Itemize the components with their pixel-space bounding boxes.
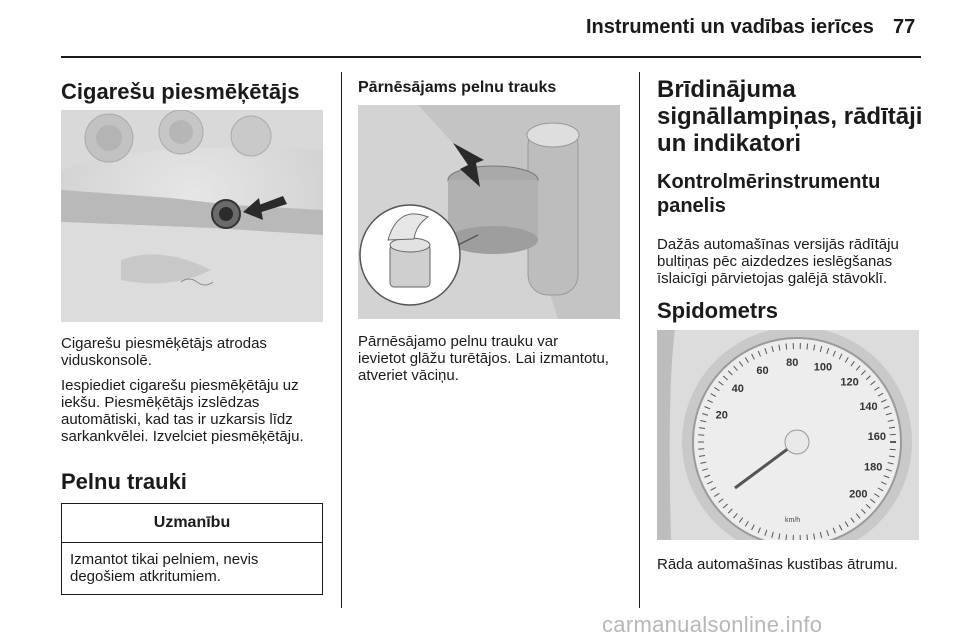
warning-lights-heading xyxy=(657,76,927,157)
warning-heading-line-3: un indikatori xyxy=(657,130,801,157)
gauge-label-80: 80 xyxy=(786,357,799,370)
speedometer-caption: Rāda automašīnas kustības ātrumu. xyxy=(657,556,898,573)
ashtrays-heading: Pelnu trauki xyxy=(61,469,187,494)
portable-para-line-1: Pārnēsājamo pelnu trauku var xyxy=(358,333,559,350)
gauge-label-180: 180 xyxy=(864,461,883,474)
lighter-paragraph-1 xyxy=(61,335,331,369)
portable-para-line-3: atveriet vāciņu. xyxy=(358,367,459,384)
watermark: carmanualsonline.info xyxy=(602,612,823,637)
page-number: 77 xyxy=(893,16,916,38)
gauge-label-20: 20 xyxy=(715,409,728,422)
lighter-paragraph-2 xyxy=(61,377,336,445)
gauge-label-120: 120 xyxy=(840,376,859,389)
lighter-para2-line-4: sarkankvēlei. Izvelciet piesmēķētāju. xyxy=(61,428,304,445)
running-header-title: Instrumenti un vadības ierīces xyxy=(586,16,874,38)
cigarette-lighter-heading: Cigarešu piesmēķētājs xyxy=(61,79,300,104)
warning-heading-line-2: signāllampiņas, rādītāji xyxy=(657,103,923,130)
gauge-label-40: 40 xyxy=(731,383,744,396)
gauge-label-140: 140 xyxy=(859,401,878,414)
column-divider-left xyxy=(341,72,342,608)
notice-line-1: Izmantot tikai pelniem, nevis xyxy=(70,551,259,568)
gauge-unit-label: km/h xyxy=(785,517,801,524)
portable-ashtray-illustration xyxy=(358,105,620,319)
lighter-para2-line-3: automātiski, kad tas ir uzkarsis līdz xyxy=(61,411,293,428)
gauge-label-60: 60 xyxy=(756,364,769,377)
notice-line-2: degošiem atkritumiem. xyxy=(70,568,221,585)
instrument-subheading-line-1: Kontrolmērinstrumentu xyxy=(657,171,881,193)
gauge-label-200: 200 xyxy=(849,488,868,501)
instrument-subheading-line-2: panelis xyxy=(657,195,726,217)
gauge-label-100: 100 xyxy=(813,361,833,374)
instrument-para-line-3: īslaicīgi pārvietojas galējā stāvoklī. xyxy=(657,270,888,287)
header-rule xyxy=(61,56,921,58)
warning-heading-line-1: Brīdinājuma xyxy=(657,76,796,103)
column-divider-right xyxy=(639,72,640,608)
portable-ashtray-paragraph xyxy=(358,333,638,384)
lighter-para1-line-1: Cigarešu piesmēķētājs atrodas xyxy=(61,335,267,352)
notice-text xyxy=(62,543,322,593)
lighter-para2-line-2: iekšu. Piesmēķētājs izslēdzas xyxy=(61,394,260,411)
notice-box xyxy=(61,503,323,595)
instrument-panel-subheading xyxy=(657,170,927,218)
portable-ashtray-heading: Pārnēsājams pelnu trauks xyxy=(358,79,557,96)
instrument-panel-paragraph xyxy=(657,236,932,287)
portable-para-line-2: ievietot glāžu turētājos. Lai izmantotu, xyxy=(358,350,609,367)
lighter-para1-line-2: viduskonsolē. xyxy=(61,352,152,369)
lighter-para2-line-1: Iespiediet cigarešu piesmēķētāju uz xyxy=(61,377,299,394)
instrument-para-line-1: Dažās automašīnas versijās rādītāju xyxy=(657,236,899,253)
speedometer-heading: Spidometrs xyxy=(657,298,779,323)
gauge-label-160: 160 xyxy=(867,430,886,443)
instrument-para-line-2: bultiņas pēc aizdedzes ieslēgšanas xyxy=(657,253,893,270)
speedometer-illustration xyxy=(657,330,919,540)
notice-title: Uzmanību xyxy=(62,504,322,543)
cigarette-lighter-illustration xyxy=(61,110,323,322)
